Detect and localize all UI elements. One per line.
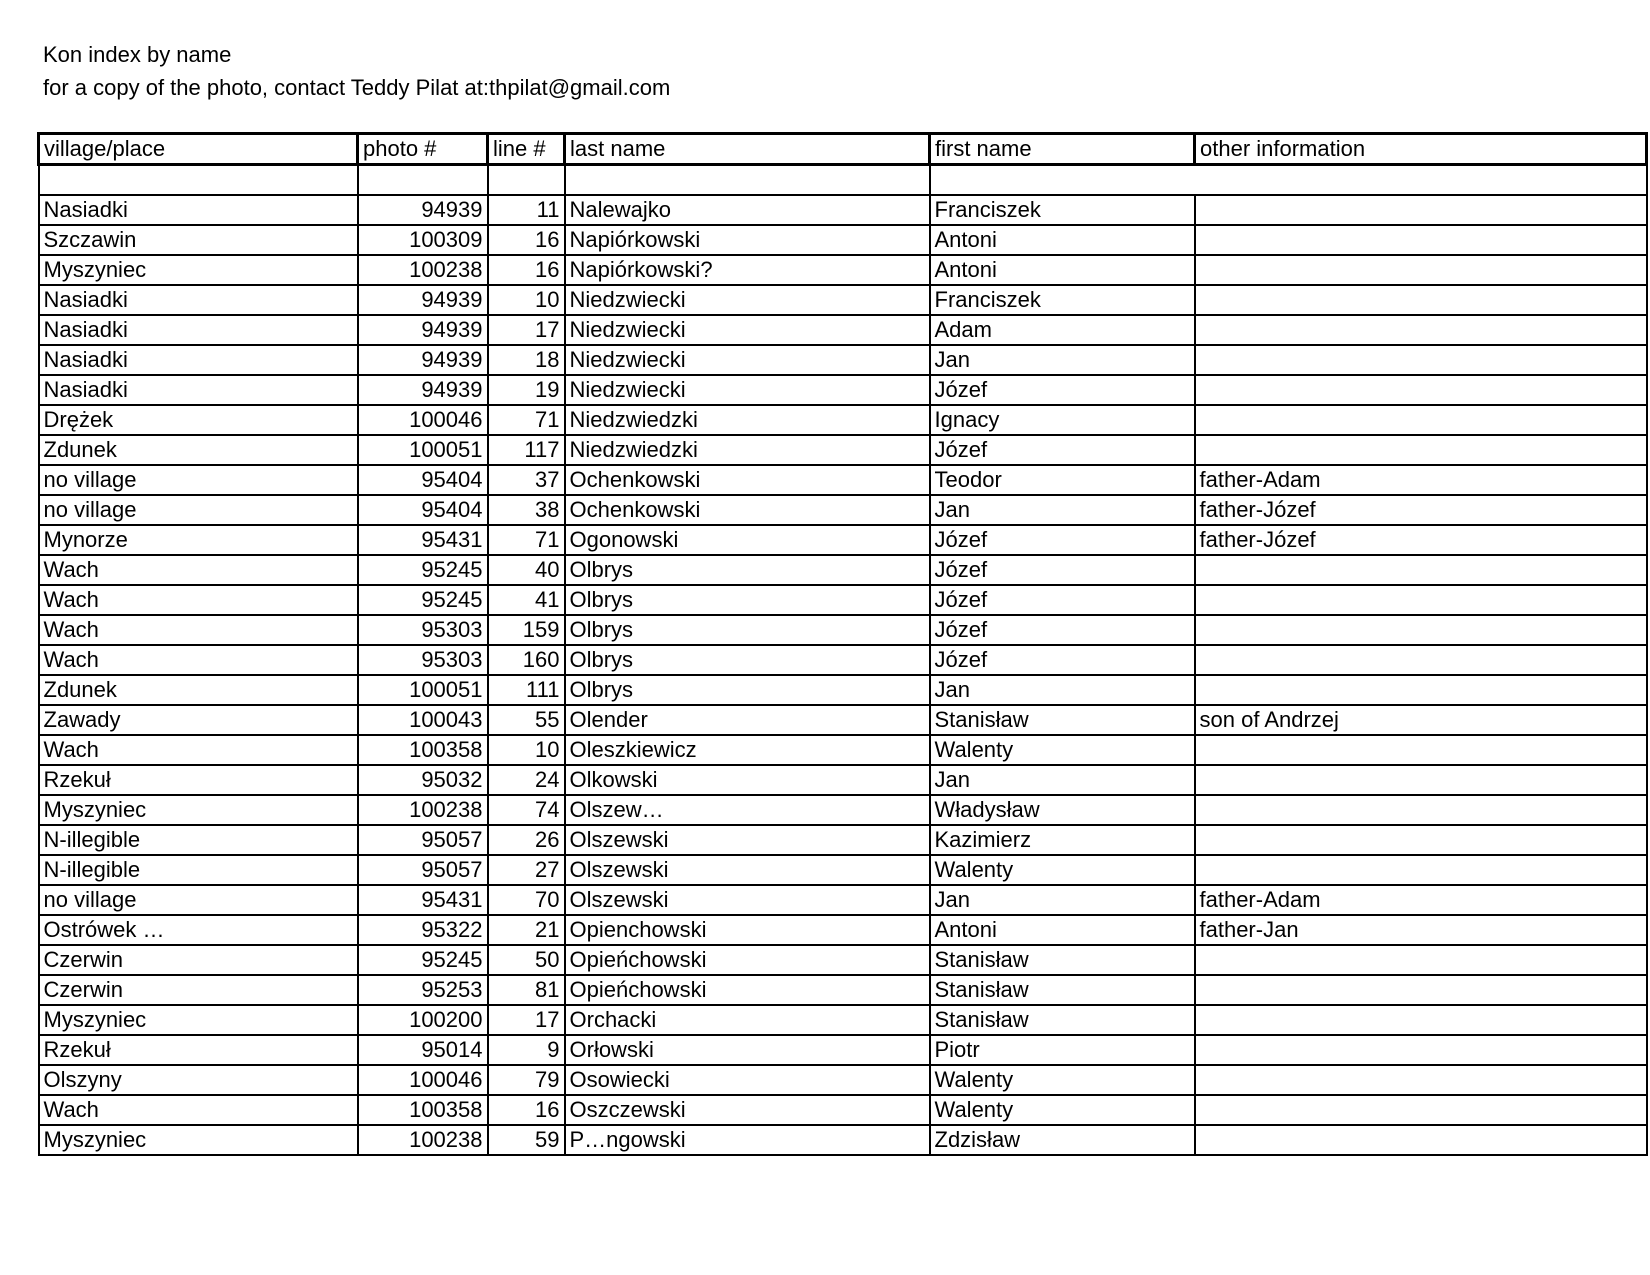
village-cell: Zawady xyxy=(39,705,358,735)
photo-number-cell: 100046 xyxy=(358,405,488,435)
first-name-cell: Piotr xyxy=(930,1035,1195,1065)
last-name-cell: Olbrys xyxy=(565,555,930,585)
table-row xyxy=(39,375,1647,405)
photo-number-cell: 100046 xyxy=(358,1065,488,1095)
village-cell: Nasiadki xyxy=(39,345,358,375)
first-name-cell: Józef xyxy=(930,525,1195,555)
village-cell: Zdunek xyxy=(39,675,358,705)
village-cell: no village xyxy=(39,495,358,525)
table-row xyxy=(39,285,1647,315)
photo-number-cell: 95303 xyxy=(358,645,488,675)
village-cell: Czerwin xyxy=(39,945,358,975)
column-header-photo: photo # xyxy=(358,134,488,165)
last-name-cell: Ochenkowski xyxy=(565,495,930,525)
last-name-cell: Ogonowski xyxy=(565,525,930,555)
table-row xyxy=(39,795,1647,825)
last-name-cell: Orłowski xyxy=(565,1035,930,1065)
first-name-cell: Józef xyxy=(930,375,1195,405)
other-information-cell: father-Adam xyxy=(1195,465,1647,495)
table-row xyxy=(39,585,1647,615)
last-name-cell: Napiórkowski xyxy=(565,225,930,255)
last-name-cell: Olszewski xyxy=(565,825,930,855)
table-row xyxy=(39,225,1647,255)
last-name-cell: Niedzwiecki xyxy=(565,285,930,315)
line-number-cell: 9 xyxy=(488,1035,565,1065)
village-cell: Nasiadki xyxy=(39,285,358,315)
line-number-cell: 21 xyxy=(488,915,565,945)
line-number-cell: 81 xyxy=(488,975,565,1005)
other-information-cell xyxy=(1195,285,1647,315)
table-cell xyxy=(39,165,358,196)
line-number-cell: 19 xyxy=(488,375,565,405)
photo-number-cell: 95057 xyxy=(358,855,488,885)
table-row xyxy=(39,1035,1647,1065)
other-information-cell xyxy=(1195,735,1647,765)
other-information-cell xyxy=(1195,1095,1647,1125)
photo-number-cell: 100238 xyxy=(358,1125,488,1155)
photo-number-cell: 95245 xyxy=(358,555,488,585)
village-cell: Wach xyxy=(39,735,358,765)
first-name-cell: Teodor xyxy=(930,465,1195,495)
photo-number-cell: 95057 xyxy=(358,825,488,855)
other-information-cell xyxy=(1195,855,1647,885)
last-name-cell: Olbrys xyxy=(565,675,930,705)
column-header-other-information: other information xyxy=(1195,134,1647,165)
village-cell: Wach xyxy=(39,585,358,615)
line-number-cell: 111 xyxy=(488,675,565,705)
last-name-cell: Olszewski xyxy=(565,885,930,915)
last-name-cell: Opieńchowski xyxy=(565,945,930,975)
village-cell: Nasiadki xyxy=(39,375,358,405)
table-row xyxy=(39,675,1647,705)
line-number-cell: 10 xyxy=(488,285,565,315)
table-row xyxy=(39,915,1647,945)
last-name-cell: Osowiecki xyxy=(565,1065,930,1095)
village-cell: Wach xyxy=(39,615,358,645)
village-cell: Wach xyxy=(39,555,358,585)
line-number-cell: 26 xyxy=(488,825,565,855)
village-cell: Wach xyxy=(39,645,358,675)
village-cell: Rzekuł xyxy=(39,765,358,795)
line-number-cell: 40 xyxy=(488,555,565,585)
village-cell: Myszyniec xyxy=(39,1125,358,1155)
first-name-cell: Franciszek xyxy=(930,195,1195,225)
photo-number-cell: 95253 xyxy=(358,975,488,1005)
table-row xyxy=(39,345,1647,375)
first-name-cell: Stanisław xyxy=(930,705,1195,735)
table-header-row xyxy=(39,134,1647,165)
photo-number-cell: 100309 xyxy=(358,225,488,255)
document-header xyxy=(43,38,670,104)
photo-number-cell: 95032 xyxy=(358,765,488,795)
line-number-cell: 59 xyxy=(488,1125,565,1155)
other-information-cell: father-Adam xyxy=(1195,885,1647,915)
first-name-cell: Adam xyxy=(930,315,1195,345)
photo-number-cell: 100051 xyxy=(358,675,488,705)
other-information-cell xyxy=(1195,195,1647,225)
line-number-cell: 71 xyxy=(488,525,565,555)
other-information-cell xyxy=(1195,975,1647,1005)
table-body xyxy=(39,165,1647,1156)
other-information-cell xyxy=(1195,1065,1647,1095)
first-name-cell: Zdzisław xyxy=(930,1125,1195,1155)
other-information-cell xyxy=(1195,405,1647,435)
other-information-cell xyxy=(1195,825,1647,855)
last-name-cell: P…ngowski xyxy=(565,1125,930,1155)
last-name-cell: Niedzwiedzki xyxy=(565,405,930,435)
photo-number-cell: 100043 xyxy=(358,705,488,735)
first-name-cell: Jan xyxy=(930,885,1195,915)
line-number-cell: 17 xyxy=(488,1005,565,1035)
other-information-cell xyxy=(1195,345,1647,375)
photo-number-cell: 94939 xyxy=(358,345,488,375)
table-row xyxy=(39,1065,1647,1095)
other-information-cell xyxy=(1195,225,1647,255)
last-name-cell: Niedzwiecki xyxy=(565,345,930,375)
first-name-cell: Kazimierz xyxy=(930,825,1195,855)
photo-number-cell: 100358 xyxy=(358,735,488,765)
first-name-cell: Antoni xyxy=(930,255,1195,285)
column-header-line: line # xyxy=(488,134,565,165)
village-cell: N-illegible xyxy=(39,825,358,855)
last-name-cell: Olbrys xyxy=(565,585,930,615)
line-number-cell: 41 xyxy=(488,585,565,615)
village-cell: N-illegible xyxy=(39,855,358,885)
first-name-cell: Władysław xyxy=(930,795,1195,825)
table-row xyxy=(39,615,1647,645)
first-name-cell: Walenty xyxy=(930,1095,1195,1125)
last-name-cell: Nalewajko xyxy=(565,195,930,225)
photo-number-cell: 100238 xyxy=(358,255,488,285)
table-cell xyxy=(358,165,488,196)
first-name-cell: Walenty xyxy=(930,735,1195,765)
other-information-cell: father-Józef xyxy=(1195,525,1647,555)
line-number-cell: 74 xyxy=(488,795,565,825)
first-name-cell: Józef xyxy=(930,435,1195,465)
last-name-cell: Olkowski xyxy=(565,765,930,795)
line-number-cell: 160 xyxy=(488,645,565,675)
last-name-cell: Napiórkowski? xyxy=(565,255,930,285)
table-row xyxy=(39,945,1647,975)
line-number-cell: 70 xyxy=(488,885,565,915)
photo-number-cell: 100200 xyxy=(358,1005,488,1035)
line-number-cell: 159 xyxy=(488,615,565,645)
table-row xyxy=(39,885,1647,915)
last-name-cell: Orchacki xyxy=(565,1005,930,1035)
last-name-cell: Opienchowski xyxy=(565,915,930,945)
photo-number-cell: 94939 xyxy=(358,285,488,315)
other-information-cell xyxy=(1195,435,1647,465)
column-header-first-name: first name xyxy=(930,134,1195,165)
photo-number-cell: 95431 xyxy=(358,525,488,555)
photo-number-cell: 95014 xyxy=(358,1035,488,1065)
other-information-cell xyxy=(1195,675,1647,705)
column-header-village: village/place xyxy=(39,134,358,165)
line-number-cell: 79 xyxy=(488,1065,565,1095)
photo-number-cell: 95245 xyxy=(358,945,488,975)
village-cell: Zdunek xyxy=(39,435,358,465)
name-index-table xyxy=(37,132,1648,1156)
first-name-cell: Stanisław xyxy=(930,975,1195,1005)
contact-line: for a copy of the photo, contact Teddy Pilat at:thpilat@gmail.com xyxy=(43,75,671,100)
table-row xyxy=(39,1125,1647,1155)
table-row xyxy=(39,1095,1647,1125)
photo-number-cell: 95404 xyxy=(358,465,488,495)
table-row xyxy=(39,525,1647,555)
table-row xyxy=(39,495,1647,525)
photo-number-cell: 100238 xyxy=(358,795,488,825)
first-name-cell: Franciszek xyxy=(930,285,1195,315)
line-number-cell: 117 xyxy=(488,435,565,465)
village-cell: Nasiadki xyxy=(39,315,358,345)
village-cell: Myszyniec xyxy=(39,255,358,285)
village-cell: Mynorze xyxy=(39,525,358,555)
photo-number-cell: 95431 xyxy=(358,885,488,915)
last-name-cell: Niedzwiedzki xyxy=(565,435,930,465)
village-cell: Myszyniec xyxy=(39,1005,358,1035)
table-row xyxy=(39,765,1647,795)
table-row xyxy=(39,1005,1647,1035)
other-information-cell xyxy=(1195,555,1647,585)
last-name-cell: Oleszkiewicz xyxy=(565,735,930,765)
line-number-cell: 17 xyxy=(488,315,565,345)
first-name-cell: Antoni xyxy=(930,225,1195,255)
first-name-cell: Stanisław xyxy=(930,1005,1195,1035)
other-information-cell xyxy=(1195,1035,1647,1065)
table-cell xyxy=(565,165,930,196)
table-row xyxy=(39,195,1647,225)
line-number-cell: 27 xyxy=(488,855,565,885)
last-name-cell: Ochenkowski xyxy=(565,465,930,495)
village-cell: no village xyxy=(39,465,358,495)
last-name-cell: Olbrys xyxy=(565,645,930,675)
other-information-cell: father-Józef xyxy=(1195,495,1647,525)
other-information-cell xyxy=(1195,645,1647,675)
last-name-cell: Opieńchowski xyxy=(565,975,930,1005)
photo-number-cell: 95322 xyxy=(358,915,488,945)
table-row xyxy=(39,315,1647,345)
blank-row xyxy=(39,165,1647,196)
first-name-cell: Jan xyxy=(930,765,1195,795)
other-information-cell xyxy=(1195,945,1647,975)
first-name-cell: Józef xyxy=(930,585,1195,615)
other-information-cell xyxy=(1195,1005,1647,1035)
column-header-last-name: last name xyxy=(565,134,930,165)
photo-number-cell: 95404 xyxy=(358,495,488,525)
first-name-cell: Walenty xyxy=(930,855,1195,885)
village-cell: Myszyniec xyxy=(39,795,358,825)
line-number-cell: 24 xyxy=(488,765,565,795)
other-information-cell xyxy=(1195,765,1647,795)
last-name-cell: Niedzwiecki xyxy=(565,315,930,345)
other-information-cell xyxy=(1195,255,1647,285)
photo-number-cell: 95303 xyxy=(358,615,488,645)
table-cell xyxy=(930,165,1647,196)
photo-number-cell: 94939 xyxy=(358,375,488,405)
first-name-cell: Józef xyxy=(930,615,1195,645)
photo-number-cell: 100358 xyxy=(358,1095,488,1125)
first-name-cell: Ignacy xyxy=(930,405,1195,435)
document-title: Kon index by name xyxy=(43,42,232,67)
line-number-cell: 50 xyxy=(488,945,565,975)
line-number-cell: 18 xyxy=(488,345,565,375)
first-name-cell: Walenty xyxy=(930,1065,1195,1095)
other-information-cell xyxy=(1195,375,1647,405)
first-name-cell: Stanisław xyxy=(930,945,1195,975)
line-number-cell: 16 xyxy=(488,225,565,255)
village-cell: Rzekuł xyxy=(39,1035,358,1065)
first-name-cell: Antoni xyxy=(930,915,1195,945)
last-name-cell: Olszew… xyxy=(565,795,930,825)
village-cell: Czerwin xyxy=(39,975,358,1005)
other-information-cell: father-Jan xyxy=(1195,915,1647,945)
table-row xyxy=(39,855,1647,885)
village-cell: Szczawin xyxy=(39,225,358,255)
photo-number-cell: 94939 xyxy=(358,195,488,225)
village-cell: Drężek xyxy=(39,405,358,435)
last-name-cell: Olender xyxy=(565,705,930,735)
photo-number-cell: 100051 xyxy=(358,435,488,465)
last-name-cell: Niedzwiecki xyxy=(565,375,930,405)
line-number-cell: 10 xyxy=(488,735,565,765)
line-number-cell: 11 xyxy=(488,195,565,225)
village-cell: no village xyxy=(39,885,358,915)
first-name-cell: Jan xyxy=(930,675,1195,705)
last-name-cell: Olbrys xyxy=(565,615,930,645)
line-number-cell: 71 xyxy=(488,405,565,435)
village-cell: Wach xyxy=(39,1095,358,1125)
village-cell: Nasiadki xyxy=(39,195,358,225)
village-cell: Olszyny xyxy=(39,1065,358,1095)
table-row xyxy=(39,975,1647,1005)
other-information-cell xyxy=(1195,315,1647,345)
table-row xyxy=(39,465,1647,495)
first-name-cell: Józef xyxy=(930,555,1195,585)
last-name-cell: Oszczewski xyxy=(565,1095,930,1125)
line-number-cell: 16 xyxy=(488,255,565,285)
table-cell xyxy=(488,165,565,196)
other-information-cell xyxy=(1195,615,1647,645)
table-row xyxy=(39,645,1647,675)
first-name-cell: Jan xyxy=(930,495,1195,525)
table-row xyxy=(39,705,1647,735)
line-number-cell: 38 xyxy=(488,495,565,525)
other-information-cell xyxy=(1195,585,1647,615)
table-row xyxy=(39,435,1647,465)
table-row xyxy=(39,405,1647,435)
table-row xyxy=(39,555,1647,585)
line-number-cell: 37 xyxy=(488,465,565,495)
table-row xyxy=(39,735,1647,765)
first-name-cell: Jan xyxy=(930,345,1195,375)
photo-number-cell: 94939 xyxy=(358,315,488,345)
photo-number-cell: 95245 xyxy=(358,585,488,615)
table-row xyxy=(39,825,1647,855)
last-name-cell: Olszewski xyxy=(565,855,930,885)
line-number-cell: 16 xyxy=(488,1095,565,1125)
other-information-cell xyxy=(1195,795,1647,825)
other-information-cell: son of Andrzej xyxy=(1195,705,1647,735)
line-number-cell: 55 xyxy=(488,705,565,735)
table-row xyxy=(39,255,1647,285)
village-cell: Ostrówek … xyxy=(39,915,358,945)
first-name-cell: Józef xyxy=(930,645,1195,675)
other-information-cell xyxy=(1195,1125,1647,1155)
